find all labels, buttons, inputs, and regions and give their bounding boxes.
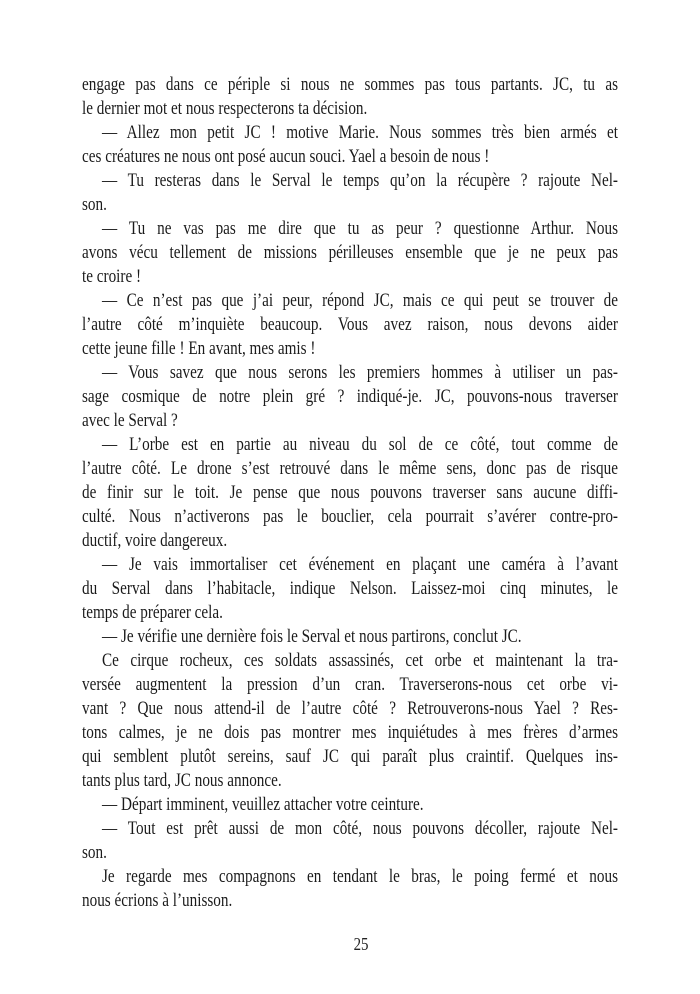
text-line: — Je vérifie une dernière fois le Serval et nous partirons, conclut JC. bbox=[102, 626, 522, 647]
text-line: ces créatures ne nous ont posé aucun souci. Yael a besoin de nous ! bbox=[82, 146, 490, 167]
text-line: — L’orbe est en partie au niveau du sol de ce côté, tout comme de bbox=[102, 434, 618, 455]
paragraph bbox=[82, 625, 618, 649]
text-line: — Tu ne vas pas me dire que tu as peur ? questionne Arthur. Nous bbox=[102, 218, 618, 239]
paragraph bbox=[82, 73, 618, 121]
paragraph bbox=[82, 553, 618, 625]
text-line: temps de préparer cela. bbox=[82, 602, 223, 623]
text-line: — Tout est prêt aussi de mon côté, nous pouvons décoller, rajoute Nel- bbox=[102, 818, 618, 839]
text-line: — Je vais immortaliser cet événement en plaçant une caméra à l’avant bbox=[102, 554, 618, 575]
text-line: — Départ imminent, veuillez attacher votre ceinture. bbox=[102, 794, 424, 815]
text-line: engage pas dans ce périple si nous ne sommes pas tous partants. JC, tu as bbox=[82, 74, 618, 95]
text-line: culté. Nous n’activerons pas le bouclier, cela pourrait s’avérer contre-pro- bbox=[82, 506, 618, 527]
text-line: son. bbox=[82, 842, 107, 863]
text-line: tons calmes, je ne dois pas montrer mes inquiétudes à mes frères d’armes bbox=[82, 722, 618, 743]
text-line: — Ce n’est pas que j’ai peur, répond JC, mais ce qui peut se trouver de bbox=[102, 290, 618, 311]
paragraph bbox=[82, 817, 618, 865]
paragraph bbox=[82, 217, 618, 289]
text-line: — Vous savez que nous serons les premiers hommes à utiliser un pas- bbox=[102, 362, 618, 383]
paragraph bbox=[82, 289, 618, 361]
text-line: Ce cirque rocheux, ces soldats assassinés, cet orbe et maintenant la tra- bbox=[102, 650, 618, 671]
text-line: du Serval dans l’habitacle, indique Nelson. Laissez-moi cinq minutes, le bbox=[82, 578, 618, 599]
paragraph bbox=[82, 121, 618, 169]
page-number: 25 bbox=[353, 934, 369, 954]
text-line: ductif, voire dangereux. bbox=[82, 530, 228, 551]
text-line: te croire ! bbox=[82, 266, 142, 287]
text-line: tants plus tard, JC nous annonce. bbox=[82, 770, 282, 791]
text-line: — Allez mon petit JC ! motive Marie. Nous sommes très bien armés et bbox=[102, 122, 618, 143]
page-text bbox=[82, 73, 618, 913]
text-line: Je regarde mes compagnons en tendant le bras, le poing fermé et nous bbox=[102, 866, 618, 887]
paragraph bbox=[82, 361, 618, 433]
text-line: l’autre côté. Le drone s’est retrouvé dans le même sens, donc pas de risque bbox=[82, 458, 618, 479]
text-line: de finir sur le toit. Je pense que nous pouvons traverser sans aucune diffi- bbox=[82, 482, 618, 503]
text-line: l’autre côté m’inquiète beaucoup. Vous avez raison, nous devons aider bbox=[82, 314, 618, 335]
text-line: — Tu resteras dans le Serval le temps qu’on la récupère ? rajoute Nel- bbox=[102, 170, 618, 191]
text-line: nous écrions à l’unisson. bbox=[82, 890, 233, 911]
paragraph bbox=[82, 649, 618, 793]
paragraph bbox=[82, 169, 618, 217]
paragraph bbox=[82, 865, 618, 913]
text-line: vant ? Que nous attend-il de l’autre côté ? Retrouverons-nous Yael ? Res- bbox=[82, 698, 618, 719]
text-line: le dernier mot et nous respecterons ta décision. bbox=[82, 98, 368, 119]
text-line: cette jeune fille ! En avant, mes amis ! bbox=[82, 338, 316, 359]
text-line: qui semblent plutôt sereins, sauf JC qui paraît plus craintif. Quelques ins- bbox=[82, 746, 618, 767]
text-line: sage cosmique de notre plein gré ? indiqué-je. JC, pouvons-nous traverser bbox=[82, 386, 618, 407]
text-line: avons vécu tellement de missions périlleuses ensemble que je ne peux pas bbox=[82, 242, 618, 263]
text-line: versée augmentent la pression d’un cran. Traverserons-nous cet orbe vi- bbox=[82, 674, 618, 695]
paragraph bbox=[82, 433, 618, 553]
paragraph bbox=[82, 793, 618, 817]
text-line: avec le Serval ? bbox=[82, 410, 178, 431]
text-line: son. bbox=[82, 194, 107, 215]
